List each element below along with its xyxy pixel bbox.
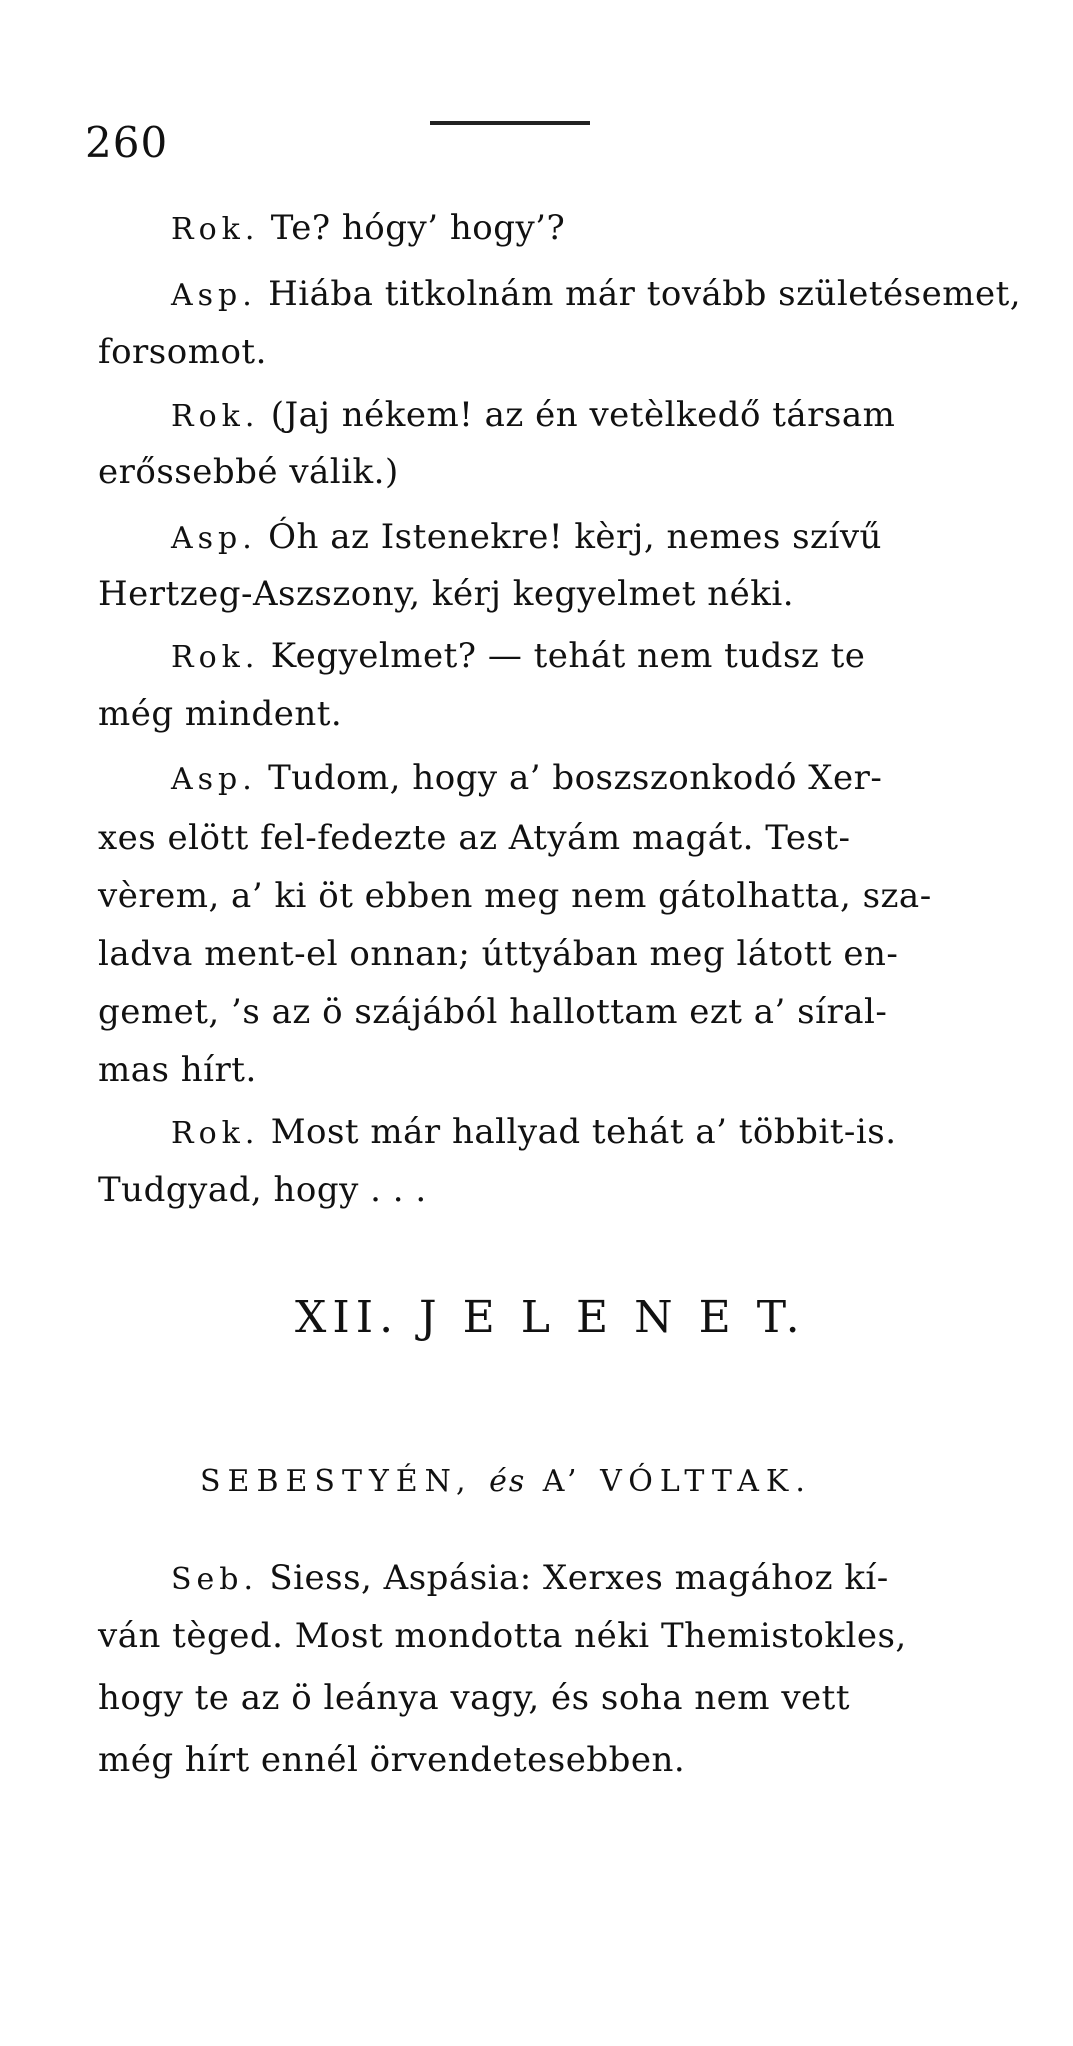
- speaker-label: Asp.: [171, 762, 257, 797]
- text-line: [98, 1100, 998, 1166]
- text-line: [98, 1546, 998, 1612]
- speech-text: Hiába titkolnám már tovább születésemet,: [268, 274, 1022, 314]
- character-name: SEBESTYÉN,: [200, 1464, 473, 1499]
- speech-text: Óh az Istenekre! kèrj, nemes szívű: [268, 517, 882, 557]
- text-line: mas hírt.: [98, 1050, 257, 1090]
- text-line: ladva ment-el onnan; úttyában meg látott en-: [98, 934, 899, 974]
- speaker-label: Seb.: [171, 1562, 259, 1597]
- speaker-label: Rok.: [171, 212, 260, 247]
- speaker-label: Rok.: [171, 399, 260, 434]
- speech-text: Tudom, hogy a’ boszszonkodó Xer-: [268, 758, 883, 798]
- speaker-label: Asp.: [171, 521, 257, 556]
- text-line: Tudgyad, hogy . . .: [98, 1170, 427, 1210]
- text-line: [98, 262, 1022, 328]
- text-line: [98, 624, 998, 690]
- speaker-label: Rok.: [171, 1116, 260, 1151]
- text-line: [98, 196, 998, 262]
- text-line: [98, 746, 998, 812]
- text-line: még hírt ennél örvendetesebben.: [98, 1740, 686, 1780]
- text-line: Hertzeg-Aszszony, kérj kegyelmet néki.: [98, 574, 795, 614]
- speaker-label: Asp.: [171, 278, 257, 313]
- scene-heading: XII. J E L E N E T.: [295, 1292, 806, 1343]
- speech-text: (Jaj nékem! az én vetèlkedő társam: [270, 395, 896, 435]
- text-line: még mindent.: [98, 694, 343, 734]
- header-rule: [430, 121, 590, 125]
- text-line: erőssebbé válik.): [98, 452, 399, 492]
- speech-text: Siess, Aspásia: Xerxes magához kí-: [269, 1558, 889, 1598]
- scene-characters: [200, 1464, 812, 1499]
- speech-text: Kegyelmet? — tehát nem tudsz te: [270, 636, 866, 676]
- text-line: hogy te az ö leánya vagy, és soha nem vett: [98, 1678, 850, 1718]
- text-line: vèrem, a’ ki öt ebben meg nem gátolhatta, sza-: [98, 876, 932, 916]
- page-number: 260: [85, 118, 169, 167]
- speaker-label: Rok.: [171, 640, 260, 675]
- text-line: xes elött fel-fedezte az Atyám magát. Test-: [98, 818, 851, 858]
- text-line: gemet, ’s az ö szájából hallottam ezt a’ síral-: [98, 992, 888, 1032]
- speech-text: Te? hógy’ hogy’?: [270, 208, 566, 248]
- speech-text: Most már hallyad tehát a’ többit-is.: [270, 1112, 897, 1152]
- text-line: forsomot.: [98, 332, 267, 372]
- conjunction: és: [489, 1464, 527, 1499]
- text-line: ván tèged. Most mondotta néki Themistokles,: [98, 1616, 907, 1656]
- character-name: A’ VÓLTTAK.: [542, 1464, 812, 1499]
